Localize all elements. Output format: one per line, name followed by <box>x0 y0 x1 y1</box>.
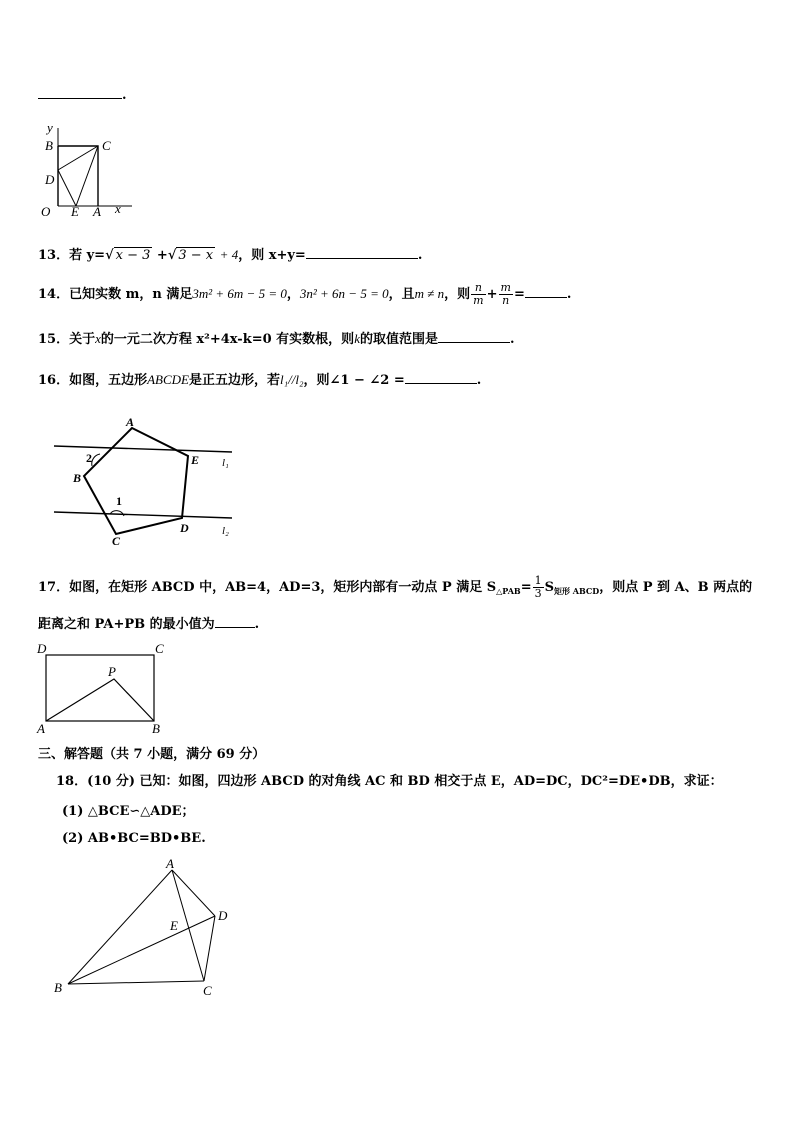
question-14: 14．已知实数 m，n 满足3m² + 6m − 5 = 0，3n² + 6n − 5 = 0，且m ≠ n，则 $\frac{n}{m}$ + $\frac{m}{n}$ = . <box>38 281 572 307</box>
label-c: C <box>102 138 111 153</box>
answer-blank[interactable] <box>38 86 122 99</box>
label-c: C <box>112 534 121 548</box>
label-d: D <box>180 521 189 535</box>
answer-blank-13[interactable] <box>306 246 418 259</box>
answer-blank-17[interactable] <box>215 615 255 628</box>
section-heading: 三、解答题（共 7 小题，满分 69 分） <box>38 747 266 762</box>
label-e: E <box>191 453 200 467</box>
figure-q18 <box>50 854 236 1000</box>
label-c: C <box>155 641 164 656</box>
answer-blank-14[interactable] <box>525 285 567 298</box>
label-a: A <box>126 415 135 429</box>
segments-pa-pb <box>46 679 154 721</box>
label-l1: l₁ <box>222 457 229 469</box>
side-ab <box>68 870 172 984</box>
label-e: E <box>71 204 79 219</box>
label-b: B <box>45 138 53 153</box>
question-15: 15．关于x的一元二次方程 x²+4x-k=0 有实数根，则k的取值范围是 . <box>38 331 515 347</box>
label-l2: l₂ <box>222 525 229 537</box>
figure-q12 <box>36 118 136 220</box>
label-b: B <box>73 471 82 485</box>
line-l2 <box>54 512 232 518</box>
label-o: O <box>41 204 51 219</box>
figure-q16 <box>50 414 240 548</box>
question-18-part1: (1) △BCE∽△ADE； <box>62 804 195 819</box>
figure-q17 <box>36 640 170 736</box>
label-b: B <box>54 980 62 995</box>
label-e: E <box>170 918 178 933</box>
label-angle-2: 2 <box>86 451 92 465</box>
label-y: y <box>47 120 53 135</box>
question-16: 16．如图，五边形ABCDE是正五边形，若l₁//l₂，则∠1 − ∠2 = . <box>38 372 482 388</box>
segment-ec <box>76 146 98 206</box>
label-d: D <box>37 641 47 656</box>
label-p: P <box>108 664 116 679</box>
square-sides <box>58 146 98 206</box>
pentagon <box>84 428 188 534</box>
segment-dc <box>58 146 98 170</box>
label-a: A <box>166 856 174 871</box>
label-x: x <box>115 201 121 216</box>
top-answer-line: . <box>38 86 127 103</box>
label-a: A <box>93 204 101 219</box>
question-17-line2: 距离之和 PA+PB 的最小值为 . <box>38 617 260 632</box>
question-13: 13．若 y=√ x − 3 +√ 3 − x + 4，则 x+y= . <box>38 247 423 263</box>
answer-blank-16[interactable] <box>405 371 477 384</box>
question-17: 17．如图，在矩形 ABCD 中，AB=4，AD=3，矩形内部有一动点 P 满足 $S_{\triangle PAB}=$ $\frac{1}{3}$ $S_{矩形 ABCD}$，则点 P 到 A、B 两点的 <box>38 574 753 600</box>
side-dc <box>204 916 215 981</box>
label-d: D <box>218 908 228 923</box>
label-a: A <box>37 721 45 736</box>
question-18: 18．(10 分) 已知：如图，四边形 ABCD 的对角线 AC 和 BD 相交于点 E，AD=DC，DC²=DE•DB，求证： <box>56 774 723 789</box>
segment-de <box>58 170 76 206</box>
diagonal-bd <box>68 916 215 984</box>
label-c: C <box>203 983 212 998</box>
question-18-part2: (2) AB•BC=BD•BE. <box>62 831 206 846</box>
label-d: D <box>45 172 55 187</box>
label-b: B <box>152 721 160 736</box>
label-angle-1: 1 <box>116 494 122 508</box>
answer-blank-15[interactable] <box>438 330 510 343</box>
side-bc <box>68 981 204 984</box>
line-l1 <box>54 446 232 452</box>
